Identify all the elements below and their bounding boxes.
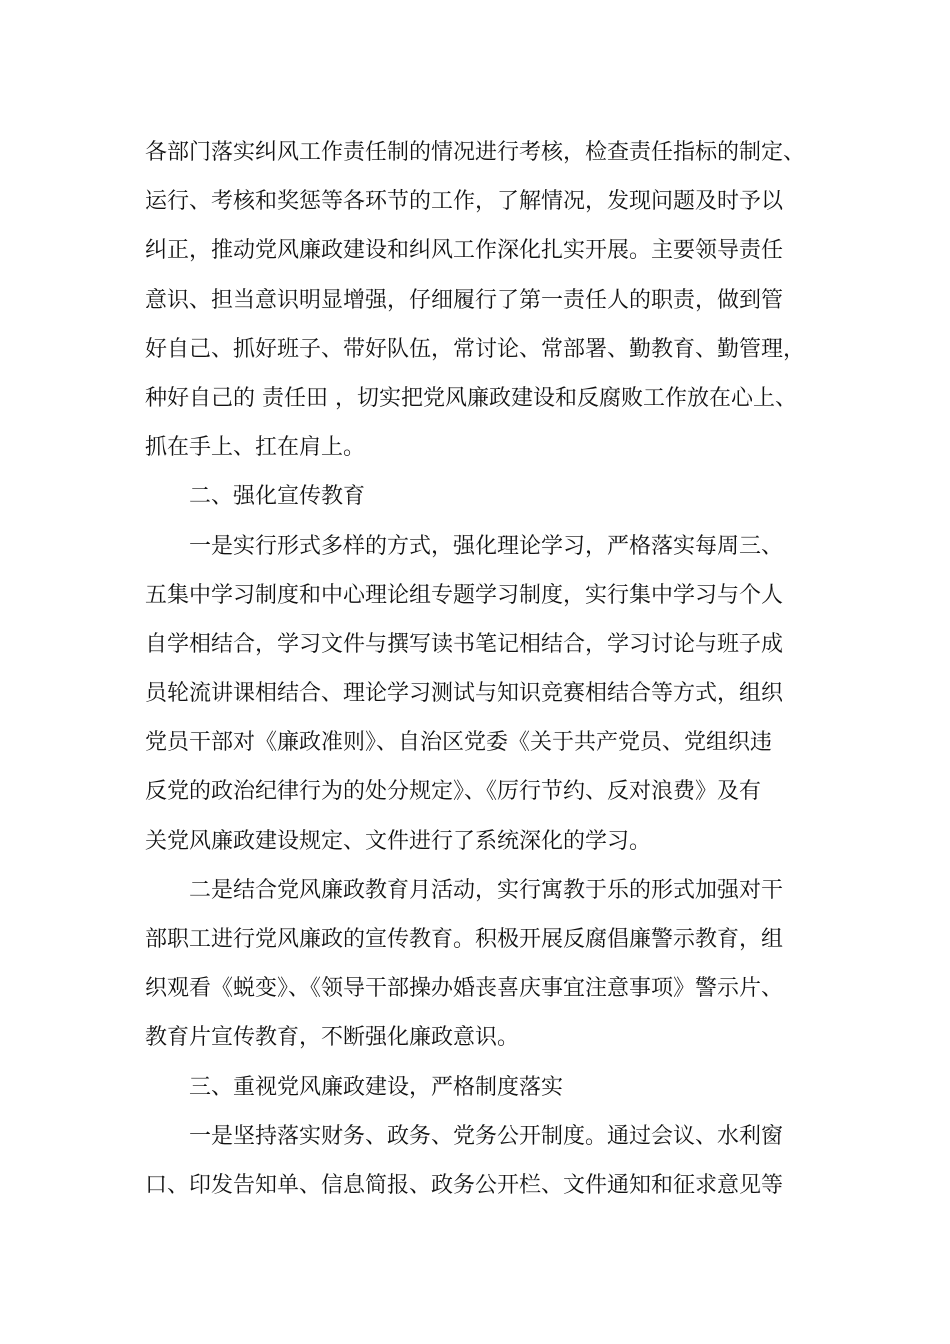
text-line: 五集中学习制度和中心理论组专题学习制度，实行集中学习与个人 xyxy=(145,582,784,608)
text-line: 自学相结合，学习文件与撰写读书笔记相结合，学习讨论与班子成 xyxy=(145,631,784,657)
text-line: 抓在手上、扛在肩上。 xyxy=(145,435,366,461)
text-line: 三、重视党风廉政建设，严格制度落实 xyxy=(189,1074,564,1100)
text-line: 二、强化宣传教育 xyxy=(189,484,366,510)
text-line: 各部门落实纠风工作责任制的情况进行考核，检查责任指标的制定、 xyxy=(145,140,806,165)
text-line: 纠正，推动党风廉政建设和纠风工作深化扎实开展。主要领导责任 xyxy=(145,238,784,264)
text-line: 关党风廉政建设规定、文件进行了系统深化的学习。 xyxy=(145,828,652,854)
text-line: 一是坚持落实财务、政务、党务公开制度。通过会议、水利窗 xyxy=(189,1123,784,1149)
document-body xyxy=(145,128,845,1210)
text-line: 一是实行形式多样的方式，强化理论学习，严格落实每周三、 xyxy=(189,533,784,559)
text-line: 教育片宣传教育，不断强化廉政意识。 xyxy=(145,1025,520,1051)
text-line: 口、印发告知单、信息简报、政务公开栏、文件通知和征求意见等 xyxy=(145,1172,784,1198)
text-line: 二是结合党风廉政教育月活动，实行寓教于乐的形式加强对干 xyxy=(189,877,784,903)
text-line: 党员干部对《廉政准则》、自治区党委《关于共产党员、党组织违 xyxy=(145,730,773,756)
text-line: 意识、担当意识明显增强，仔细履行了第一责任人的职责，做到管 xyxy=(145,287,784,313)
text-line: 运行、考核和奖惩等各环节的工作，了解情况，发现问题及时予以 xyxy=(145,189,784,215)
text-line: 好自己、抓好班子、带好队伍，常讨论、常部署、勤教育、勤管理， xyxy=(145,336,806,362)
text-line: 种好自己的 责任田 ，切实把党风廉政建设和反腐败工作放在心上、 xyxy=(145,385,797,411)
text-line: 反党的政治纪律行为的处分规定》、《厉行节约、反对浪费》及有 xyxy=(145,779,762,805)
text-line: 员轮流讲课相结合、理论学习测试与知识竞赛相结合等方式，组织 xyxy=(145,681,784,707)
text-line: 部职工进行党风廉政的宣传教育。积极开展反腐倡廉警示教育，组 xyxy=(145,927,784,952)
text-line: 织观看《蜕变》、《领导干部操办婚丧喜庆事宜注意事项》警示片、 xyxy=(145,976,784,1002)
